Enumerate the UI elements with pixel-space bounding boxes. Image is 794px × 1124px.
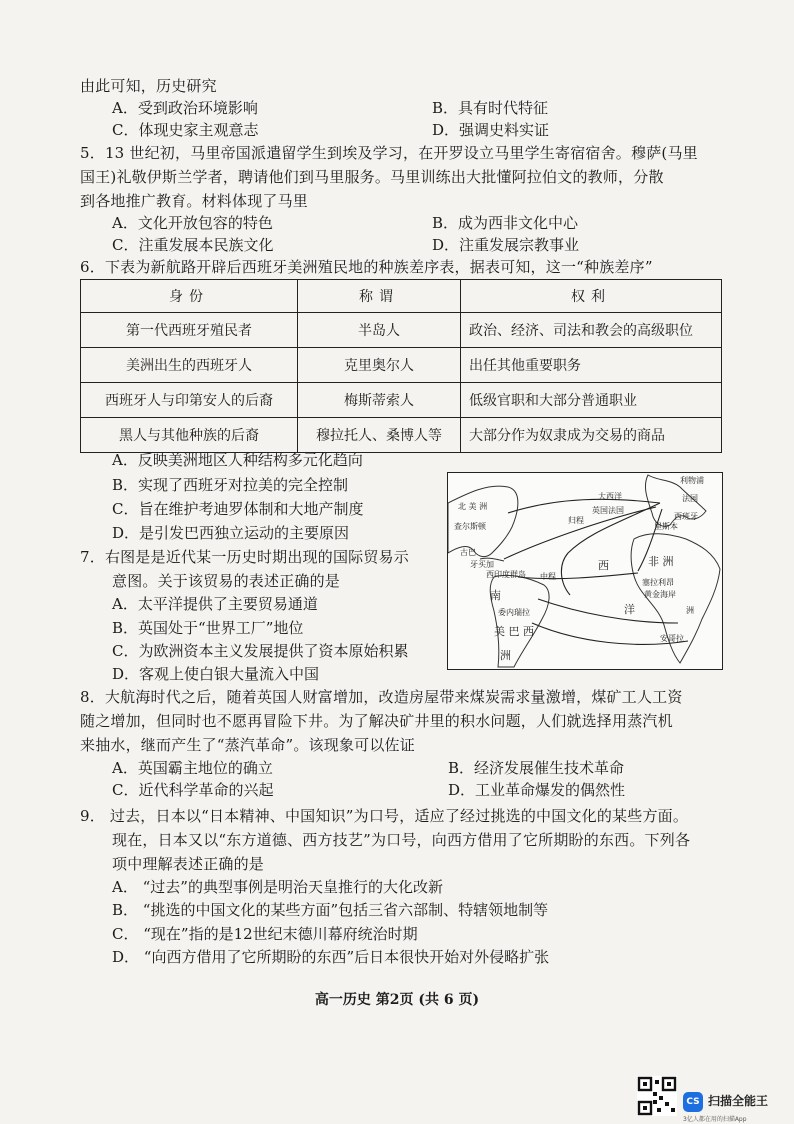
q7-line-1: 7．右图是是近代某一历史时期出现的国际贸易示 [80,548,409,566]
q9-line-2: 现在，日本又以“东方道德、西方技艺”为口号，向西方借用了它所期盼的东西。下列各 [112,831,691,849]
q4-option-a: A．受到政治环境影响 [112,99,258,117]
map-label-mid-route: 中程 [540,572,556,581]
table-cell: 低级官职和大部分普通职业 [461,383,722,418]
scanner-title: 扫描全能王 [708,1094,769,1108]
map-label-gold-coast: 黄金海岸 [644,590,676,599]
q9-option-d: D． “向西方借用了它所期盼的东西”后日本很快开始对外侵略扩张 [112,948,550,966]
race-hierarchy-table [80,279,722,453]
map-label-west-indies: 西印度群岛 [486,570,526,579]
table-cell: 黑人与其他种族的后裔 [81,418,298,453]
q4-option-d: D．强调史料实证 [432,121,550,139]
q6-option-c: C．旨在维护考迪罗体制和大地产制度 [112,500,364,518]
q4-option-c: C．体现史家主观意志 [112,121,259,139]
q8-line-3: 来抽水，继而产生了“蒸汽革命”。该现象可以佐证 [80,736,415,754]
table-cell: 穆拉托人、桑博人等 [298,418,461,453]
map-label-south-continent: 洲 [500,649,511,662]
map-label-venezuela: 委内瑞拉 [498,608,530,617]
table-cell: 出任其他重要职务 [461,348,722,383]
q5-option-b: B．成为西非文化中心 [432,214,579,232]
q8-option-d: D．工业革命爆发的偶然性 [448,781,626,799]
table-cell: 第一代西班牙殖民者 [81,313,298,348]
q9-option-b: B． “挑选的中国文化的某些方面”包括三省六部制、特辖领地制等 [112,901,549,919]
table-header-row [81,280,722,313]
table-row [81,418,722,453]
table-cell: 克里奥尔人 [298,348,461,383]
q8-line-1: 8．大航海时代之后，随着英国人财富增加，改造房屋带来煤炭需求量激增，煤矿工人工资 [80,688,683,706]
table-cell: 大部分作为奴隶成为交易的商品 [461,418,722,453]
q7-line-2: 意图。关于该贸易的表述正确的是 [112,572,341,590]
q9-line-3: 项中理解表述正确的是 [112,855,265,873]
q8-option-a: A．英国霸主地位的确立 [112,759,273,777]
map-label-atlantic: 大西洋 [598,492,622,501]
table-row [81,383,722,418]
q9-line-1: 9． 过去，日本以“日本精神、中国知识”为口号，适应了经过挑选的中国文化的某些方面。 [80,807,689,825]
map-label-south: 南 [490,589,501,602]
q6-option-a: A．反映美洲地区人种结构多元化趋向 [112,451,363,469]
q9-option-c: C． “现在”指的是12世纪末德川幕府统治时期 [112,925,418,943]
table-header: 权利 [461,280,722,313]
q4-stem-tail: 由此可知，历史研究 [80,77,217,95]
map-label-angola: 安哥拉 [660,634,684,643]
q8-option-b: B．经济发展催生技术革命 [448,759,625,777]
qr-code-icon [637,1076,677,1116]
map-label-france: 法国 [682,494,698,503]
q7-option-a: A．太平洋提供了主要贸易通道 [112,595,318,613]
map-label-sierra-leone: 塞拉利昂 [642,578,674,587]
table-cell: 梅斯蒂索人 [298,383,461,418]
route-line [508,499,660,513]
triangular-trade-map [447,472,723,670]
table-cell: 半岛人 [298,313,461,348]
map-label-britain-france: 英国法国 [592,506,624,515]
map-label-return: 归程 [568,516,584,525]
map-label-cuba: 古巴 [460,548,476,557]
map-label-zhou: 洲 [686,606,694,615]
q5-option-a: A．文化开放包容的特色 [112,214,273,232]
map-label-west: 西 [598,559,609,572]
q6-stem: 6．下表为新航路开辟后西班牙美洲殖民地的种族差序表，据表可知，这一“种族差序” [80,258,653,276]
q8-option-c: C．近代科学革命的兴起 [112,781,274,799]
map-label-brazil: 美 巴 西 [494,625,534,638]
table-cell: 政治、经济、司法和教会的高级职位 [461,313,722,348]
q5-option-d: D．注重发展宗教事业 [432,236,580,254]
table-row [81,313,722,348]
map-svg [448,473,722,669]
q7-option-b: B．英国处于“世界工厂”地位 [112,619,304,637]
map-label-charleston: 查尔斯顿 [454,522,486,531]
table-row [81,348,722,383]
table-header: 身份 [81,280,298,313]
scanner-logo-icon: CS [683,1092,703,1112]
map-label-jamaica: 牙买加 [470,560,494,569]
route-line [518,573,638,579]
scanner-subtitle: 3亿人都在用的扫描App [683,1116,747,1123]
q6-option-b: B．实现了西班牙对拉美的完全控制 [112,476,349,494]
q9-option-a: A． “过去”的典型事例是明治天皇推行的大化改新 [112,878,443,896]
q7-option-d: D．客观上使白银大量流入中国 [112,665,320,683]
map-label-liverpool: 利物浦 [680,476,704,485]
q7-option-c: C．为欧洲资本主义发展提供了资本原始积累 [112,642,409,660]
map-label-ocean: 洋 [624,603,635,616]
map-label-africa: 非 洲 [648,555,674,568]
q5-line-3: 到各地推广教育。材料体现了马里 [80,192,309,210]
table-cell: 美洲出生的西班牙人 [81,348,298,383]
q8-line-2: 随之增加，但同时也不愿再冒险下井。为了解决矿井里的积水问题，人们就选择用蒸汽机 [80,712,673,730]
page-footer: 高一历史 第2页 (共 6 页) [314,992,480,1008]
map-label-north-america: 北 美 洲 [458,502,488,511]
table-header: 称谓 [298,280,461,313]
table-cell: 西班牙人与印第安人的后裔 [81,383,298,418]
q5-line-1: 5．13 世纪初，马里帝国派遣留学生到埃及学习，在开罗设立马里学生寄宿宿舍。穆萨(马里 [80,144,698,162]
map-label-spain: 西班牙 [674,512,698,521]
map-label-guinea: 里斯本 [654,522,678,531]
q6-option-d: D．是引发巴西独立运动的主要原因 [112,524,350,542]
q4-option-b: B．具有时代特征 [432,99,549,117]
q5-option-c: C．注重发展本民族文化 [112,236,274,254]
q5-line-2: 国王)礼敬伊斯兰学者，聘请他们到马里服务。马里训练出大批懂阿拉伯文的教师，分散 [80,168,664,186]
